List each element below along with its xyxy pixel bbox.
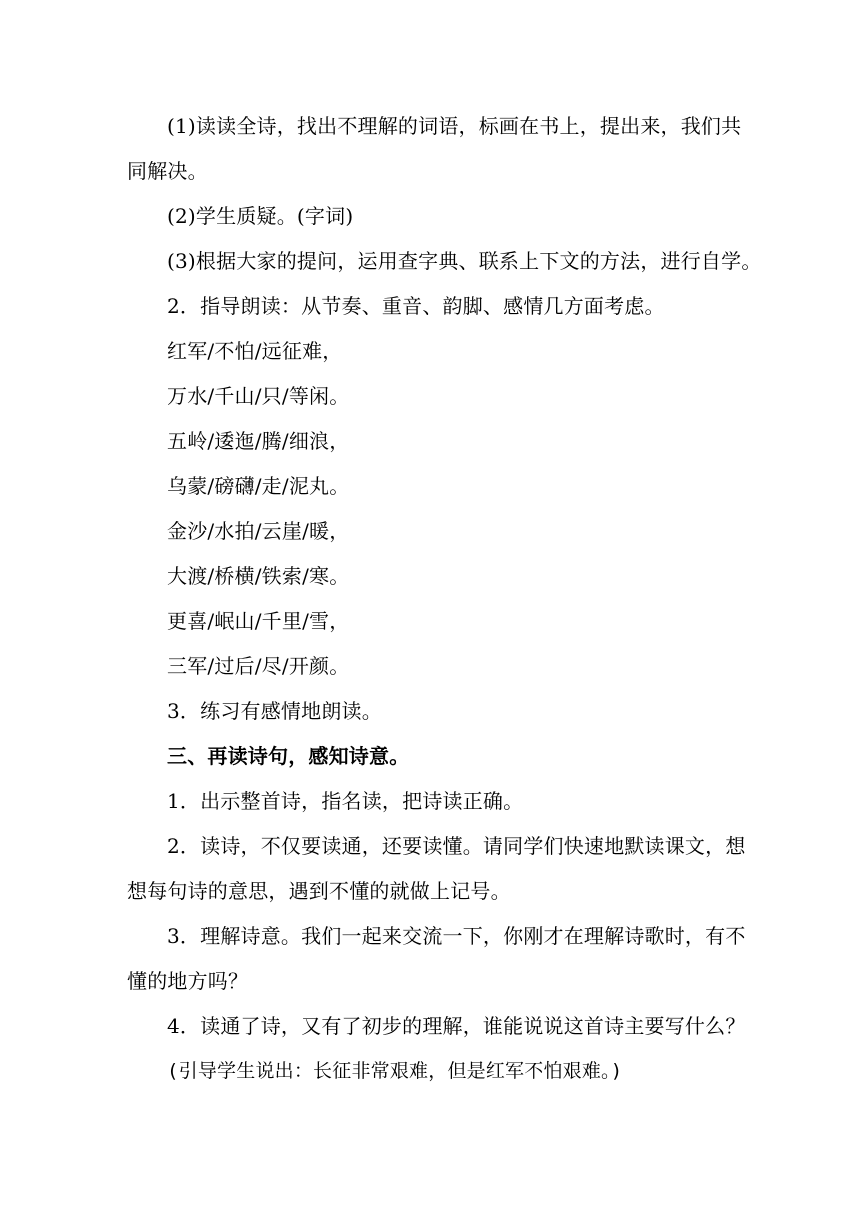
paragraph-self-study: (3)根据大家的提问，运用查字典、联系上下文的方法，进行自学。	[167, 249, 762, 273]
poem-line-6: 大渡/桥横/铁索/寒。	[167, 564, 350, 588]
paragraph-main-idea: 4．读通了诗，又有了初步的理解，谁能说说这首诗主要写什么？	[167, 1014, 746, 1038]
poem-line-3: 五岭/逶迤/腾/细浪，	[167, 429, 350, 453]
paragraph-guidance-note: (引导学生说出：长征非常艰难，但是红军不怕艰难。)	[167, 1060, 623, 1082]
poem-line-5: 金沙/水拍/云崖/暖，	[167, 519, 350, 543]
paragraph-show-poem: 1．出示整首诗，指名读，把诗读正确。	[167, 789, 524, 813]
paragraph-reading-guidance: 2．指导朗读：从节奏、重音、韵脚、感情几方面考虑。	[167, 294, 665, 318]
poem-line-1: 红军/不怕/远征难，	[167, 339, 343, 363]
paragraph-practice-reading: 3．练习有感情地朗读。	[167, 699, 382, 723]
paragraph-read-understand: 2．读诗，不仅要读通，还要读懂。请同学们快速地默读课文，想想每句诗的意思，遇到不懂的就做上记号。	[127, 834, 746, 903]
paragraph-question-words: (1)读读全诗，找出不理解的词语，标画在书上，提出来，我们共同解决。	[127, 114, 742, 183]
poem-line-8: 三军/过后/尽/开颜。	[167, 654, 350, 678]
section-heading: 三、再读诗句，感知诗意。	[167, 744, 410, 768]
poem-line-7: 更喜/岷山/千里/雪，	[167, 609, 350, 633]
paragraph-student-questions: (2)学生质疑。(字词)	[167, 204, 354, 228]
paragraph-understand-meaning: 3．理解诗意。我们一起来交流一下，你刚才在理解诗歌时，有不懂的地方吗？	[127, 924, 746, 993]
poem-line-2: 万水/千山/只/等闲。	[167, 384, 350, 408]
poem-line-4: 乌蒙/磅礴/走/泥丸。	[167, 474, 350, 498]
